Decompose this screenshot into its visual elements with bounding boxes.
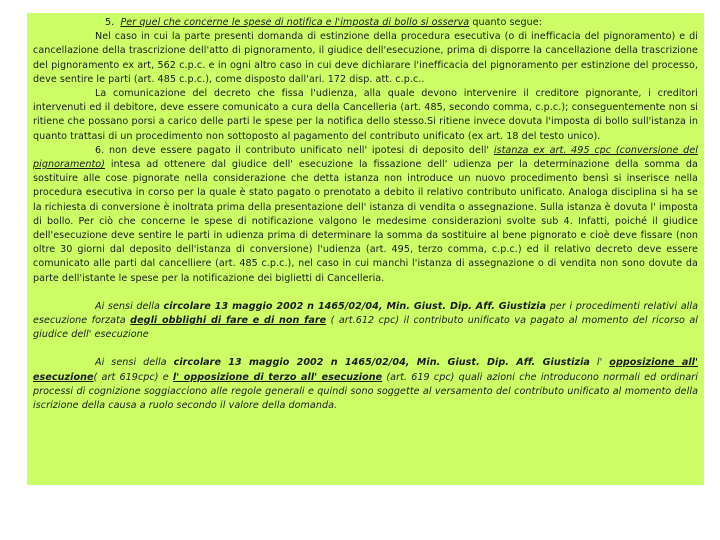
opposizione-tail: (art. 619 cpc) quali azioni che introducono normali ed ordinari processi di cognizione soggiacciono alle regole generali e quindi sono soggette al versamento del contributo unificato al momento della iscrizione della causa a ruolo secondo il valore della domanda. (33, 371, 698, 412)
paragraph-comunicazione (33, 87, 698, 144)
opposizione-esecuzione-text: opposizione all' esecuzione (33, 357, 699, 383)
text-slide (27, 13, 704, 485)
paragraph-estinzione (33, 30, 698, 87)
item-number-5: 5. (105, 17, 115, 28)
fare-tail: ( art.612 cpc) il contributo unificato va pagato al momento del ricorso al giudice dell' esecuzione (33, 315, 698, 341)
paragraph-5-underlined: Per quel che concerne le spese di notifica e l'imposta di bollo si osserva (120, 17, 470, 28)
paragraph-fare-non-fare (33, 300, 698, 343)
paragraph-6-body: intesa ad ottenere dal giudice dell' esecuzione la fissazione dell' udienza per la determinazione della somma da sostituire alle cose pignorate nella considerazione che detta istanza non introduce un nuovo procedimento bensì si inserisce nella procedura esecutiva in corso per la quale è stato pagato o prenotato a debito il relativo contributo unificato. Analoga disciplina si ha se la richiesta di conversione è inoltrata prima della presentazione dell' istanza di vendita o assegnazione. Sulla istanza è dovuta l' imposta di bollo. Per ciò che concerne le spese di notificazione valgono le medesime considerazioni svolte sub 4. Infatti, poiché il giudice dell'esecuzione deve sentire le parti in udienza prima di determinare la somma da sostituire al bene pignorato e cioè deve fissare (non oltre 30 giorni dal deposito dell'istanza di conversione) l'udienza (art. 495, terzo comma, c.p.c.) ed il relativo decreto deve essere comunicato alle parti dal cancelliere (art. 485 c.p.c.), nel caso in cui manchi l'istanza di assegnazione o di vendita non sono dovute da parte dell'istante le spese per la notificazione dei biglietti di Cancelleria. (33, 159, 698, 284)
paragraph-6 (33, 144, 698, 286)
circolare-reference-2: circolare 13 maggio 2002 n 1465/02/04, Min. Giust. Dip. Aff. Giustizia (173, 357, 590, 369)
opposizione-terzo-text: l' opposizione di terzo all' esecuzione (172, 371, 383, 383)
opposizione-c: l' (589, 357, 610, 369)
istanza-conversione-link: istanza ex art. 495 cpc (conversione del pignoramento) (33, 144, 698, 171)
paragraph-estinzione-text: Nel caso in cui la parte presenti domanda di estinzione della procedura esecutiva (o di inefficacia del pignoramento) e di cancellazione della trascrizione dell'atto di pignoramento, il giudice dell'esecuzione, prima di disporre la cancellazione della trascrizione del pignoramento ex art, 562 c.p.c. e in ogni altro caso in cui deve dichiarare l'inefficacia del pignoramento per estinzione del processo, deve sentire le parti (art. 485 c.p.c.), come disposto dall'ari. 172 disp. att. c.p.c.. (33, 31, 698, 85)
fare-lead: Ai sensi della (95, 300, 164, 312)
paragraph-5-rest: quanto segue: (469, 17, 542, 28)
opposizione-lead: Ai sensi della (95, 357, 174, 369)
paragraph-6-lead: 6. non deve essere pagato il contributo unificato nell' ipotesi di deposito dell' (95, 144, 494, 156)
paragraph-opposizione (33, 356, 698, 413)
paragraph-5 (33, 16, 698, 30)
obblighi-fare-text: degli obblighi di fare e di non fare (130, 315, 327, 327)
opposizione-d: ( art 619cpc) e (93, 371, 173, 383)
paragraph-comunicazione-text: La comunicazione del decreto che fissa l'udienza, alla quale devono intervenire il creditore pignorante, i creditori intervenuti ed il debitore, deve essere comunicato a cura della Cancelleria (art. 485, secondo comma, c.p.c.); conseguentemente non si ritiene che possano porsi a carico delle parti le spese per la notifica dello stesso.Si ritiene invece dovuta l'imposta di bollo sull'istanza in quanto trattasi di un procedimento non sottoposto al pagamento del contributo unificato (ex art. 18 del testo unico). (33, 88, 698, 142)
circolare-reference-1: circolare 13 maggio 2002 n 1465/02/04, Min. Giust. Dip. Aff. Giustizia (163, 300, 547, 312)
fare-middle: per i procedimenti relativi alla esecuzione forzata (33, 300, 698, 327)
